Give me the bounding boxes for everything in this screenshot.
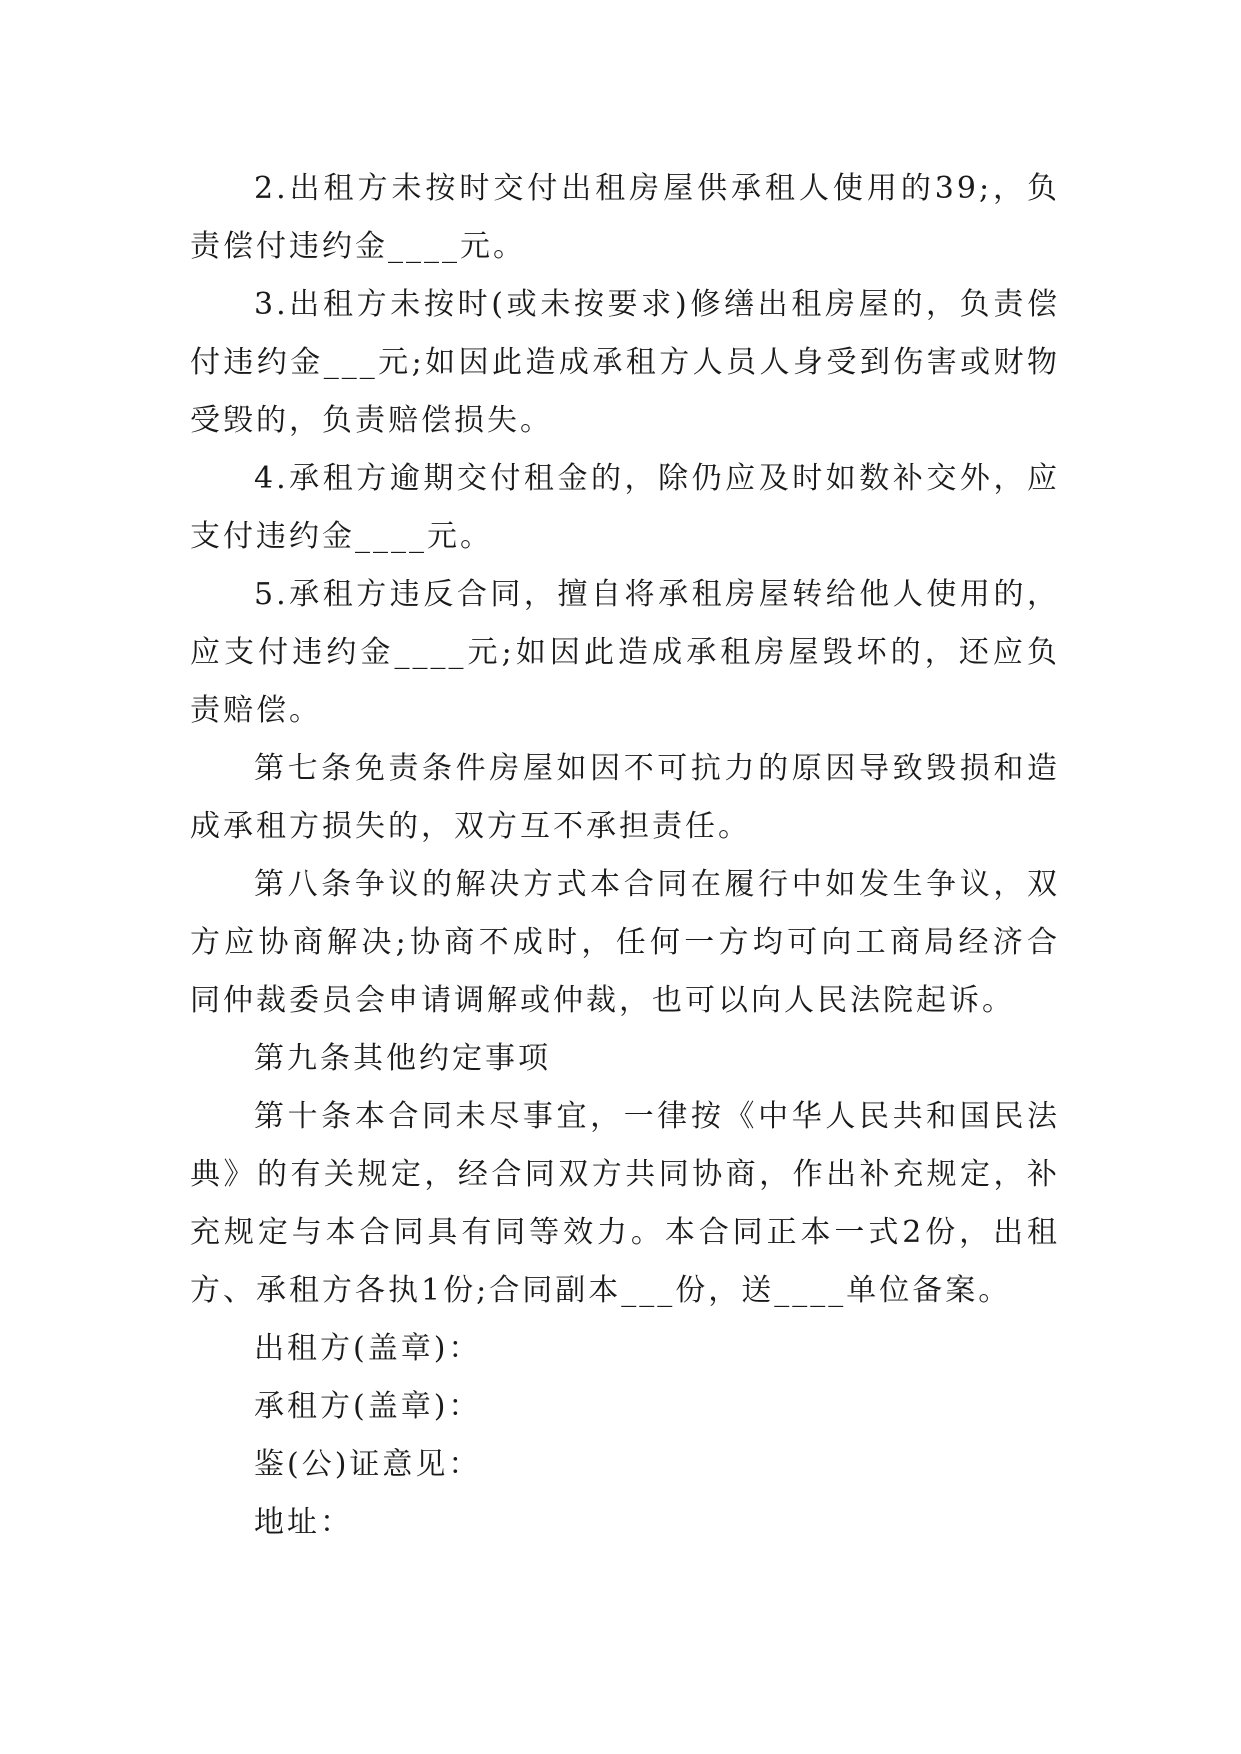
clause-paragraph: 5.承租方违反合同，擅自将承租房屋转给他人使用的，应支付违约金____元;如因此造成承租房屋毁坏的，还应负责赔偿。 xyxy=(190,577,1060,728)
notary-opinion-line: 鉴(公)证意见： xyxy=(254,1447,482,1482)
clause-paragraph: 第九条其他约定事项 xyxy=(254,1041,551,1076)
clause-paragraph: 第十条本合同未尽事宜，一律按《中华人民共和国民法典》的有关规定，经合同双方共同协商，作出补充规定，补充规定与本合同具有同等效力。本合同正本一式2份，出租方、承租方各执1份;合同副本___份，送____单位备案。 xyxy=(190,1099,1060,1308)
document-body xyxy=(190,160,1060,1552)
clause-paragraph: 3.出租方未按时(或未按要求)修缮出租房屋的，负责偿付违约金___元;如因此造成承租方人员人身受到伤害或财物受毁的，负责赔偿损失。 xyxy=(190,287,1060,438)
clause-paragraph: 2.出租方未按时交付出租房屋供承租人使用的39;，负责偿付违约金____元。 xyxy=(190,171,1060,264)
clause-paragraph: 第八条争议的解决方式本合同在履行中如发生争议，双方应协商解决;协商不成时，任何一方均可向工商局经济合同仲裁委员会申请调解或仲裁，也可以向人民法院起诉。 xyxy=(190,867,1060,1018)
clause-paragraph: 4.承租方逾期交付租金的，除仍应及时如数补交外，应支付违约金____元。 xyxy=(190,461,1060,554)
address-line: 地址： xyxy=(254,1505,353,1540)
lessor-signature-line: 出租方(盖章)： xyxy=(254,1331,482,1366)
lessee-signature-line: 承租方(盖章)： xyxy=(254,1389,482,1424)
clause-paragraph: 第七条免责条件房屋如因不可抗力的原因导致毁损和造成承租方损失的，双方互不承担责任。 xyxy=(190,751,1060,844)
